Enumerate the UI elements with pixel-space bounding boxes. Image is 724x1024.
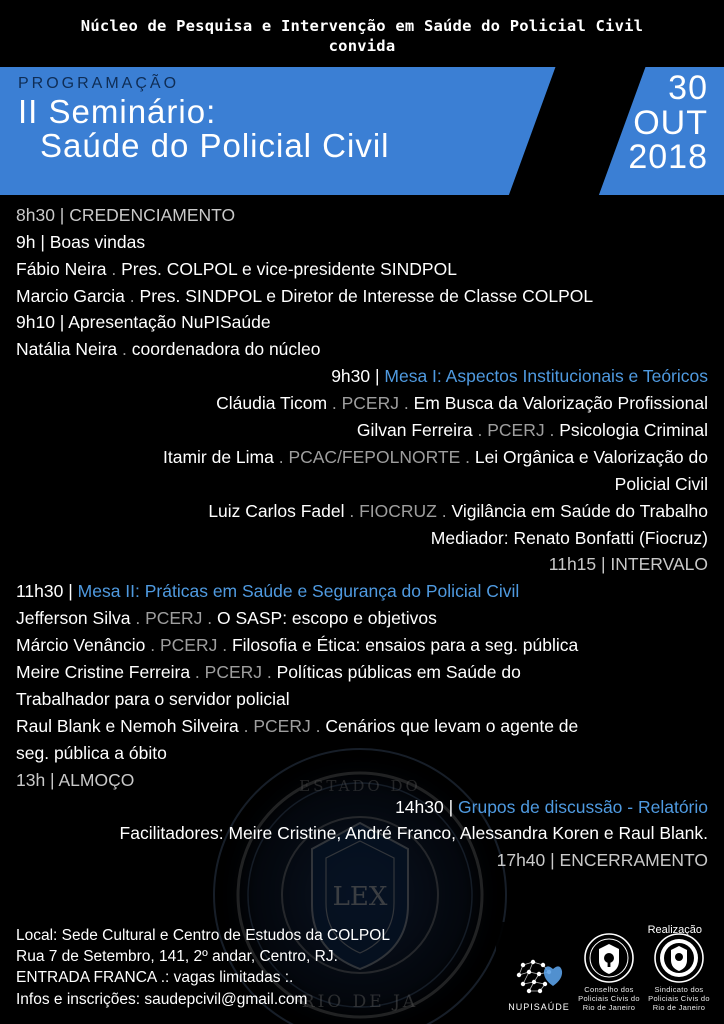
program-line <box>16 337 708 363</box>
colpol-emblem-icon <box>583 932 635 984</box>
program-text: FIOCRUZ <box>359 500 437 521</box>
program-line <box>16 687 708 713</box>
program-text: Pres. SINDPOL e Diretor de Interesse de Classe COLPOL <box>139 285 594 306</box>
program-text: . <box>460 446 475 467</box>
program-text: 11h15 | INTERVALO <box>548 554 708 575</box>
program-text: Meire Cristine Ferreira <box>16 662 191 683</box>
page-header <box>0 0 724 67</box>
program-text: . <box>190 662 205 683</box>
program-text: . <box>544 420 560 441</box>
colpol-logo <box>578 932 640 1012</box>
program-text: 14h30 | <box>395 796 459 817</box>
program-text: . <box>327 393 342 414</box>
program-text: . <box>106 258 122 279</box>
program-line <box>16 714 708 740</box>
program-text: PCERJ <box>341 393 399 414</box>
program-text: 9h | Boas vindas <box>16 231 146 252</box>
program-text: PCERJ <box>145 608 203 629</box>
program-text: Cenários que levam o agente de <box>325 715 579 736</box>
program-text: Natália Neira <box>16 339 118 360</box>
program-line <box>16 526 708 552</box>
program-text: Cláudia Ticom <box>216 393 328 414</box>
program-text: PCERJ <box>487 420 545 441</box>
program-text: Em Busca da Valorização Profissional <box>413 393 708 414</box>
contact-line: Infos e inscrições: saudepcivil@gmail.com <box>16 990 308 1008</box>
program-text: . <box>472 420 488 441</box>
program-line <box>16 579 708 605</box>
title-band <box>0 67 724 195</box>
program-text: Filosofia e Ética: ensaios para a seg. pública <box>231 635 579 656</box>
program-text: O SASP: escopo e objetivos <box>217 608 437 629</box>
program-text: PCAC/FEPOLNORTE <box>288 446 461 467</box>
program-text: Marcio Garcia <box>16 285 125 306</box>
event-title-line-2: Saúde do Policial Civil <box>40 127 390 165</box>
venue-info <box>16 925 390 1011</box>
program-text: . <box>436 500 452 521</box>
program-line <box>16 848 708 874</box>
program-line <box>16 445 708 471</box>
event-date-day: 30 <box>668 68 708 107</box>
program-text: 8h30 | CREDENCIAMENTO <box>16 204 236 225</box>
nupisaude-logo <box>508 955 570 1012</box>
program-text: . <box>344 500 360 521</box>
program-text: 13h | ALMOÇO <box>16 769 135 790</box>
program-line <box>16 230 708 256</box>
program-text: PCERJ <box>253 715 311 736</box>
program-text: 17h40 | ENCERRAMENTO <box>496 850 708 871</box>
program-text: Gilvan Ferreira <box>356 420 473 441</box>
program-text: Políticas públicas em Saúde do <box>276 662 521 683</box>
program-text: PCERJ <box>204 662 263 683</box>
program-line <box>16 741 708 767</box>
event-date-month: OUT <box>633 103 708 142</box>
program-text: Lei Orgânica e Valorização do <box>474 446 708 467</box>
program-line <box>16 499 708 525</box>
program-text: seg. pública a óbito <box>16 742 167 763</box>
program-text: Pres. COLPOL e vice-presidente SINDPOL <box>121 258 457 279</box>
program-line <box>16 795 708 821</box>
program-line <box>16 821 708 847</box>
venue-line-2: Rua 7 de Setembro, 141, 2º andar, Centro, RJ. <box>16 947 338 965</box>
program-text: Mediador: Renato Bonfatti (Fiocruz) <box>430 527 708 548</box>
program-text: Márcio Venâncio <box>16 635 146 656</box>
program-line <box>16 660 708 686</box>
program-text: Itamir de Lima <box>162 446 274 467</box>
svg-text:LEX: LEX <box>332 882 388 912</box>
nupisaude-logo-caption: NUPISAÚDE <box>508 1002 570 1012</box>
program-text: Grupos de discussão - Relatório <box>458 796 708 817</box>
program-text: Facilitadores: Meire Cristine, André Franco, Alessandra Koren e Raul Blank. <box>119 823 708 844</box>
program-line <box>16 310 708 336</box>
program-text: 9h30 | <box>331 366 385 387</box>
program-text: . <box>130 608 146 629</box>
band-title-group <box>18 75 390 164</box>
venue-line-1: Local: Sede Cultural e Centro de Estudos da COLPOL <box>16 926 390 944</box>
band-kicker: PROGRAMAÇÃO <box>18 74 180 92</box>
program-line <box>16 633 708 659</box>
program-line <box>16 606 708 632</box>
program-text: . <box>117 339 132 360</box>
program-text: 11h30 | <box>16 581 78 602</box>
program-text: PCERJ <box>159 635 218 656</box>
sindpol-logo-caption: Sindicato dos Policiais Civis do Rio de Janeiro <box>648 985 710 1012</box>
program-text: Luiz Carlos Fadel <box>208 500 345 521</box>
venue-line-3: ENTRADA FRANCA .: vagas limitadas :. <box>16 969 294 987</box>
program-text: . <box>145 635 160 656</box>
program-text: . <box>238 715 254 736</box>
program-text: . <box>310 715 326 736</box>
program-text: Vigilância em Saúde do Trabalho <box>451 500 708 521</box>
program-text: Fábio Neira <box>16 258 107 279</box>
program-line <box>16 418 708 444</box>
event-title-line-1: II Seminário: <box>18 92 217 130</box>
program-text: . <box>124 285 140 306</box>
program-text: 9h10 | Apresentação NuPISaúde <box>16 312 271 333</box>
event-date-year: 2018 <box>628 138 708 177</box>
program-text: Mesa I: Aspectos Institucionais e Teóricos <box>384 366 708 387</box>
program-text: Jefferson Silva <box>16 608 131 629</box>
nupisaude-dots-icon <box>511 955 567 1001</box>
colpol-logo-caption: Conselho dos Policiais Civis do Rio de Janeiro <box>578 985 640 1012</box>
sponsor-logos <box>496 922 716 1018</box>
program-schedule <box>0 195 724 874</box>
program-text: . <box>399 393 414 414</box>
sindpol-logo <box>648 932 710 1012</box>
program-text: coordenadora do núcleo <box>131 339 321 360</box>
program-text: . <box>202 608 218 629</box>
program-line <box>16 552 708 578</box>
program-line <box>16 768 708 794</box>
svg-text:ESTADO DO: ESTADO DO <box>299 777 421 795</box>
header-line-2: convida <box>328 37 396 56</box>
program-text: . <box>217 635 232 656</box>
program-line <box>16 284 708 310</box>
program-text: Psicologia Criminal <box>559 420 708 441</box>
program-text: . <box>273 446 289 467</box>
header-line-1: Núcleo de Pesquisa e Intervenção em Saúde do Policial Civil <box>80 17 644 35</box>
page-footer <box>0 916 724 1024</box>
program-text: Raul Blank e Nemoh Silveira <box>16 715 239 736</box>
svg-text:RIO DE JA: RIO DE JA <box>301 992 419 1012</box>
program-text: . <box>262 662 277 683</box>
program-line <box>16 391 708 417</box>
event-date <box>628 68 708 177</box>
program-line <box>16 472 708 498</box>
program-text: Trabalhador para o servidor policial <box>16 688 290 709</box>
realizacao-label: Realização <box>647 924 702 936</box>
program-line <box>16 364 708 390</box>
sindpol-emblem-icon <box>653 932 705 984</box>
program-line <box>16 257 708 283</box>
program-text: Mesa II: Práticas em Saúde e Segurança do Policial Civil <box>77 581 520 602</box>
program-text: Policial Civil <box>614 473 708 494</box>
program-line <box>16 203 708 229</box>
